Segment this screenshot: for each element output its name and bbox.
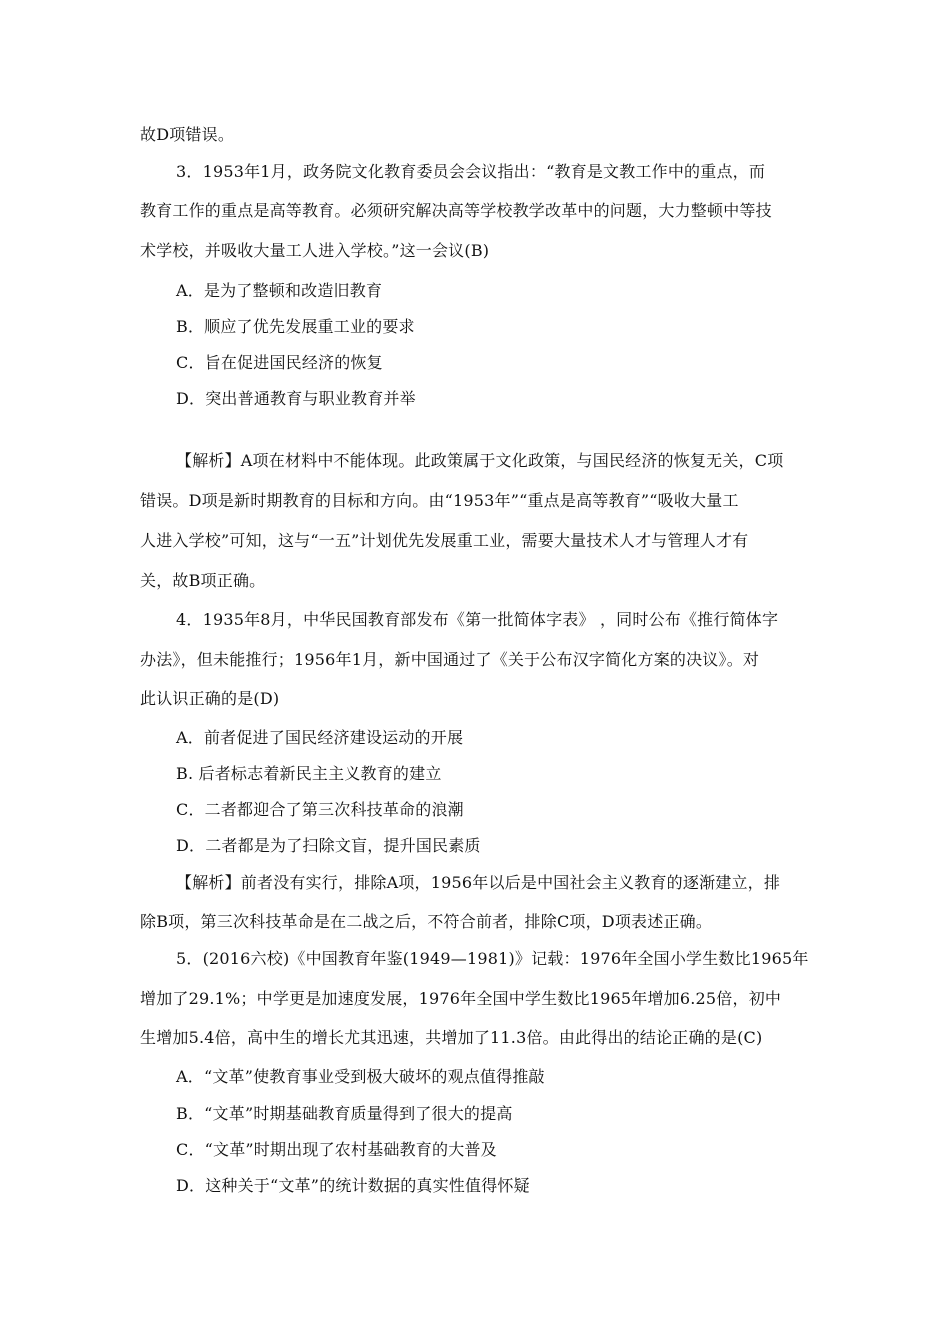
q5-stem-line-1: 5．(2016六校)《中国教育年鉴(1949—1981)》记载：1976年全国小学生数比1965年 <box>176 949 809 968</box>
q4-stem-line-3: 此认识正确的是(D) <box>140 689 280 708</box>
q3-analysis-line-2: 错误。D项是新时期教育的目标和方向。由“1953年”“重点是高等教育”“吸收大量工 <box>140 491 739 510</box>
q4-option-c: C．二者都迎合了第三次科技革命的浪潮 <box>176 800 464 819</box>
q3-option-b: B．顺应了优先发展重工业的要求 <box>176 317 415 336</box>
q3-stem-line-2: 教育工作的重点是高等教育。必须研究解决高等学校教学改革中的问题，大力整顿中等技 <box>140 201 772 220</box>
intro-tail-text: 故D项错误。 <box>140 125 235 144</box>
q5-option-c: C．“文革”时期出现了农村基础教育的大普及 <box>176 1140 497 1159</box>
q3-option-a: A．是为了整顿和改造旧教育 <box>176 281 383 300</box>
q4-analysis-line-1: 【解析】前者没有实行，排除A项，1956年以后是中国社会主义教育的逐渐建立，排 <box>176 873 781 892</box>
q5-stem-line-3: 生增加5.4倍，高中生的增长尤其迅速，共增加了11.3倍。由此得出的结论正确的是(C) <box>140 1028 763 1047</box>
q5-option-b: B．“文革”时期基础教育质量得到了很大的提高 <box>176 1104 513 1123</box>
q5-option-a: A．“文革”使教育事业受到极大破坏的观点值得推敲 <box>176 1067 545 1086</box>
q5-option-d: D．这种关于“文革”的统计数据的真实性值得怀疑 <box>176 1176 530 1195</box>
q4-option-a: A．前者促进了国民经济建设运动的开展 <box>176 728 464 747</box>
q3-stem-line-3: 术学校，并吸收大量工人进入学校。”这一会议(B) <box>140 241 490 260</box>
q4-option-b: B. 后者标志着新民主主义教育的建立 <box>176 764 442 783</box>
q4-option-d: D．二者都是为了扫除文盲，提升国民素质 <box>176 836 481 855</box>
q3-option-d: D．突出普通教育与职业教育并举 <box>176 389 416 408</box>
q3-stem-line-1: 3．1953年1月，政务院文化教育委员会会议指出：“教育是文教工作中的重点，而 <box>176 162 766 181</box>
q3-analysis-line-3: 人进入学校”可知，这与“一五”计划优先发展重工业，需要大量技术人才与管理人才有 <box>140 531 749 550</box>
q3-option-c: C．旨在促进国民经济的恢复 <box>176 353 383 372</box>
q4-stem-line-2: 办法》，但未能推行；1956年1月，新中国通过了《关于公布汉字简化方案的决议》。对 <box>140 650 760 669</box>
q5-stem-line-2: 增加了29.1%；中学更是加速度发展，1976年全国中学生数比1965年增加6.25倍，初中 <box>140 989 782 1008</box>
q3-analysis-line-1: 【解析】A项在材料中不能体现。此政策属于文化政策，与国民经济的恢复无关，C项 <box>176 451 784 470</box>
q3-analysis-line-4: 关，故B项正确。 <box>140 571 266 590</box>
q4-stem-line-1: 4．1935年8月，中华民国教育部发布《第一批简体字表》 ，同时公布《推行简体字 <box>176 610 779 629</box>
q4-analysis-line-2: 除B项，第三次科技革命是在二战之后，不符合前者，排除C项，D项表述正确。 <box>140 912 713 931</box>
